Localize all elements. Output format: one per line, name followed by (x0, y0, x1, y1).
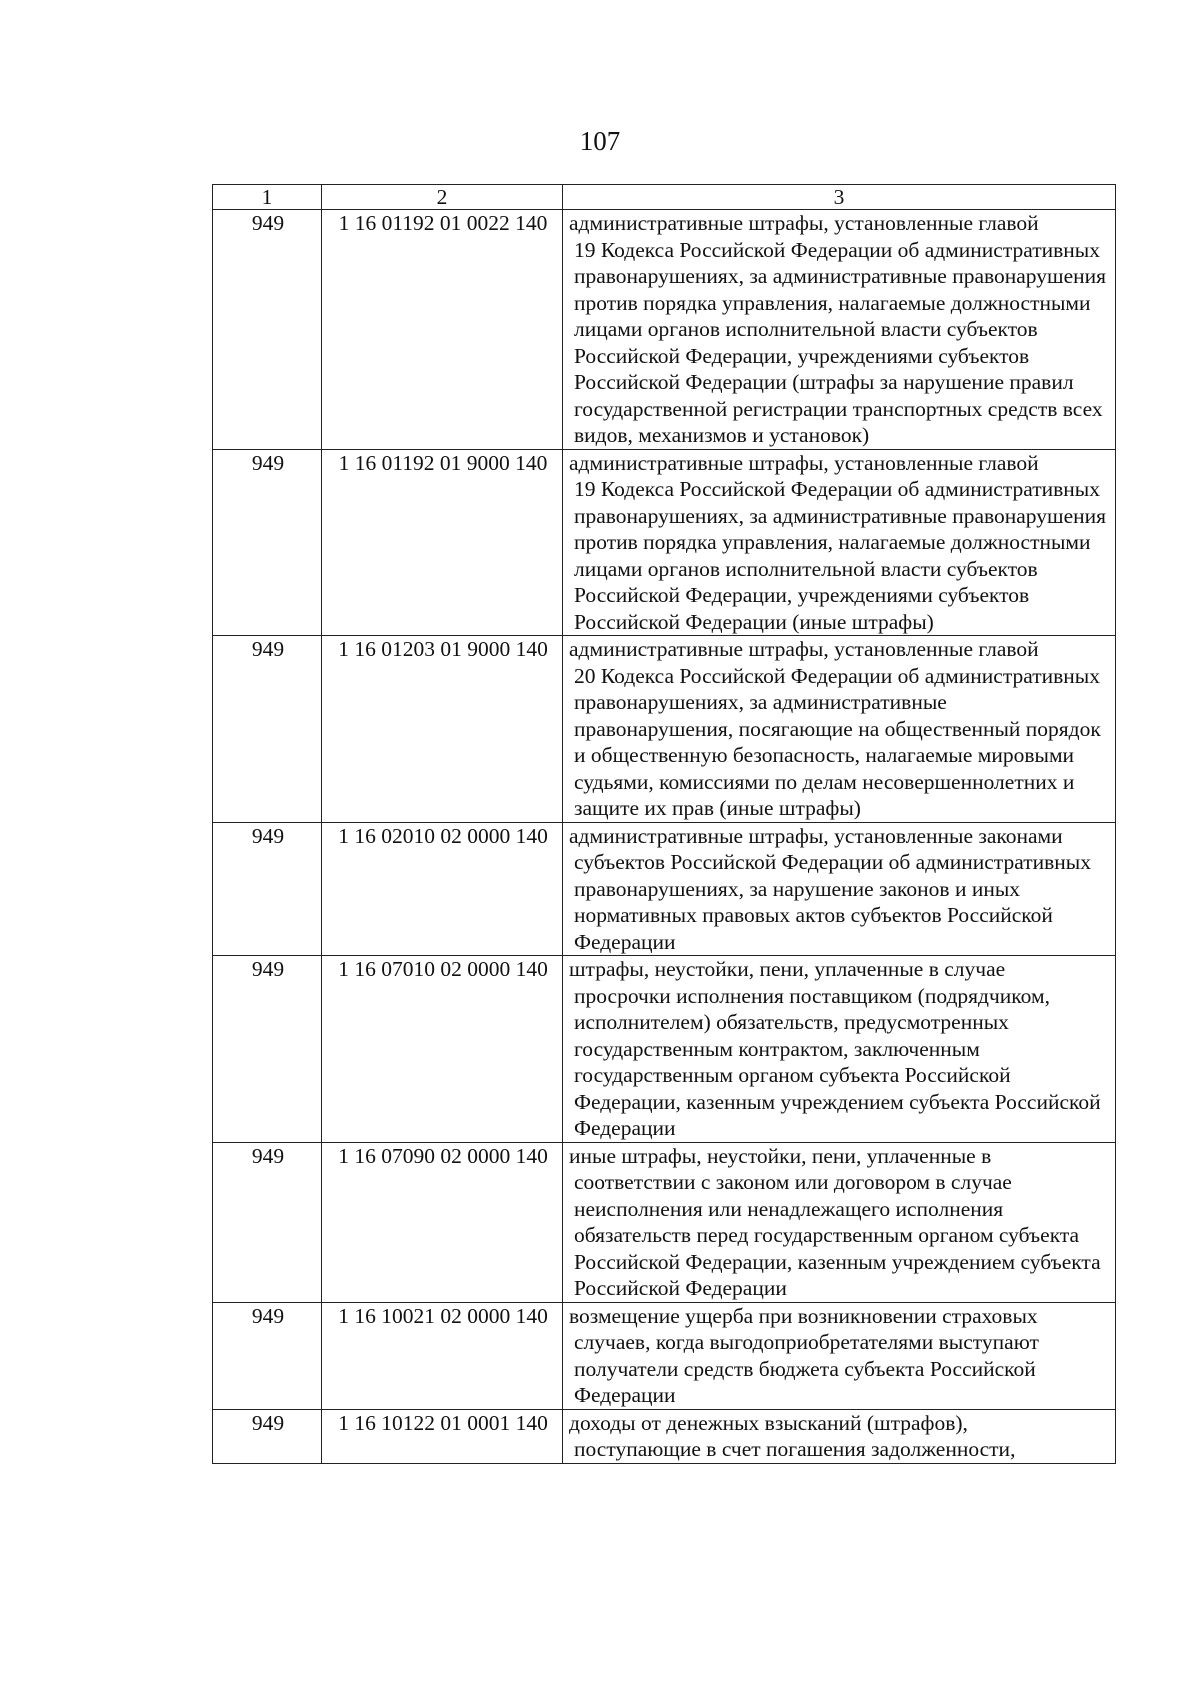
table-row (213, 210, 1116, 450)
description-first-line: возмещение ущерба при возникновении страховых (569, 1303, 1038, 1328)
admin-code-cell: 949 (213, 956, 322, 1143)
budget-code-cell: 1 16 01192 01 9000 140 (322, 449, 563, 636)
description-cell (563, 449, 1116, 636)
admin-code-cell: 949 (213, 1142, 322, 1302)
table-row (213, 449, 1116, 636)
description-first-line: административные штрафы, установленные главой (569, 450, 1039, 475)
description-cell (563, 822, 1116, 956)
table-header-row (213, 185, 1116, 210)
budget-code-cell: 1 16 10122 01 0001 140 (322, 1409, 563, 1463)
admin-code-cell: 949 (213, 210, 322, 450)
description-continuation: поступающие в счет погашения задолженности, (574, 1437, 1016, 1461)
table-row (213, 1302, 1116, 1409)
header-col-1: 1 (213, 185, 322, 210)
budget-code-cell: 1 16 07010 02 0000 140 (322, 956, 563, 1143)
description-cell (563, 210, 1116, 450)
admin-code-cell: 949 (213, 1409, 322, 1463)
table-row (213, 636, 1116, 823)
description-continuation: просрочки исполнения поставщиком (подрядчиком, исполнителем) обязательств, предусмотренных государственным контрактом, заключенным государственным органом субъекта Российской Федерации, казенным учреждением субъекта Российской Федерации (574, 983, 1101, 1140)
description-continuation: случаев, когда выгодоприобретателями выступают получатели средств бюджета субъекта Российской Федерации (574, 1330, 1039, 1407)
description-first-line: административные штрафы, установленные главой (569, 211, 1039, 235)
description-continuation: 19 Кодекса Российской Федерации об административных правонарушениях, за административные правонарушения против порядка управления, налагаемые должностными лицами органов исполнительной власти субъектов Российской Федерации, учреждениями субъектов Российской Федерации (иные штрафы) (574, 477, 1107, 634)
budget-code-cell: 1 16 10021 02 0000 140 (322, 1302, 563, 1409)
description-cell (563, 636, 1116, 823)
page-number: 107 (579, 126, 621, 156)
table-row (213, 1409, 1116, 1463)
admin-code-cell: 949 (213, 1302, 322, 1409)
description-first-line: штрафы, неустойки, пени, уплаченные в случае (569, 957, 1006, 981)
header-col-3: 3 (563, 185, 1116, 210)
budget-code-cell: 1 16 07090 02 0000 140 (322, 1142, 563, 1302)
admin-code-cell: 949 (213, 449, 322, 636)
description-continuation: 20 Кодекса Российской Федерации об административных правонарушениях, за административные правонарушения, посягающие на общественный порядок и общественную безопасность, налагаемые мировыми судьями, комиссиями по делам несовершеннолетних и защите их прав (иные штрафы) (574, 663, 1101, 820)
description-continuation: 19 Кодекса Российской Федерации об административных правонарушениях, за административные правонарушения против порядка управления, налагаемые должностными лицами органов исполнительной власти субъектов Российской Федерации, учреждениями субъектов Российской Федерации (штрафы за нарушение правил государственной регистрации транспортных средств всех видов, механизмов и установок) (574, 237, 1107, 447)
admin-code-cell: 949 (213, 636, 322, 823)
description-first-line: административные штрафы, установленные законами (569, 823, 1063, 848)
budget-code-cell: 1 16 02010 02 0000 140 (322, 822, 563, 956)
admin-code-cell: 949 (213, 822, 322, 956)
budget-code-cell: 1 16 01203 01 9000 140 (322, 636, 563, 823)
table-row (213, 1142, 1116, 1302)
header-col-2: 2 (322, 185, 563, 210)
budget-code-cell: 1 16 01192 01 0022 140 (322, 210, 563, 450)
description-continuation: субъектов Российской Федерации об административных правонарушениях, за нарушение законов и иных нормативных правовых актов субъектов Российской Федерации (574, 850, 1091, 954)
table-row (213, 822, 1116, 956)
table-row (213, 956, 1116, 1143)
budget-codes-table (212, 184, 1116, 1464)
description-cell (563, 1409, 1116, 1463)
description-cell (563, 1302, 1116, 1409)
description-cell (563, 1142, 1116, 1302)
description-first-line: иные штрафы, неустойки, пени, уплаченные в (569, 1143, 992, 1168)
description-cell (563, 956, 1116, 1143)
description-first-line: доходы от денежных взысканий (штрафов), (569, 1410, 968, 1435)
description-continuation: соответствии с законом или договором в случае неисполнения или ненадлежащего исполнения обязательств перед государственным органом субъекта Российской Федерации, казенным учреждением субъекта Российской Федерации (574, 1170, 1101, 1300)
description-first-line: административные штрафы, установленные главой (569, 637, 1039, 661)
